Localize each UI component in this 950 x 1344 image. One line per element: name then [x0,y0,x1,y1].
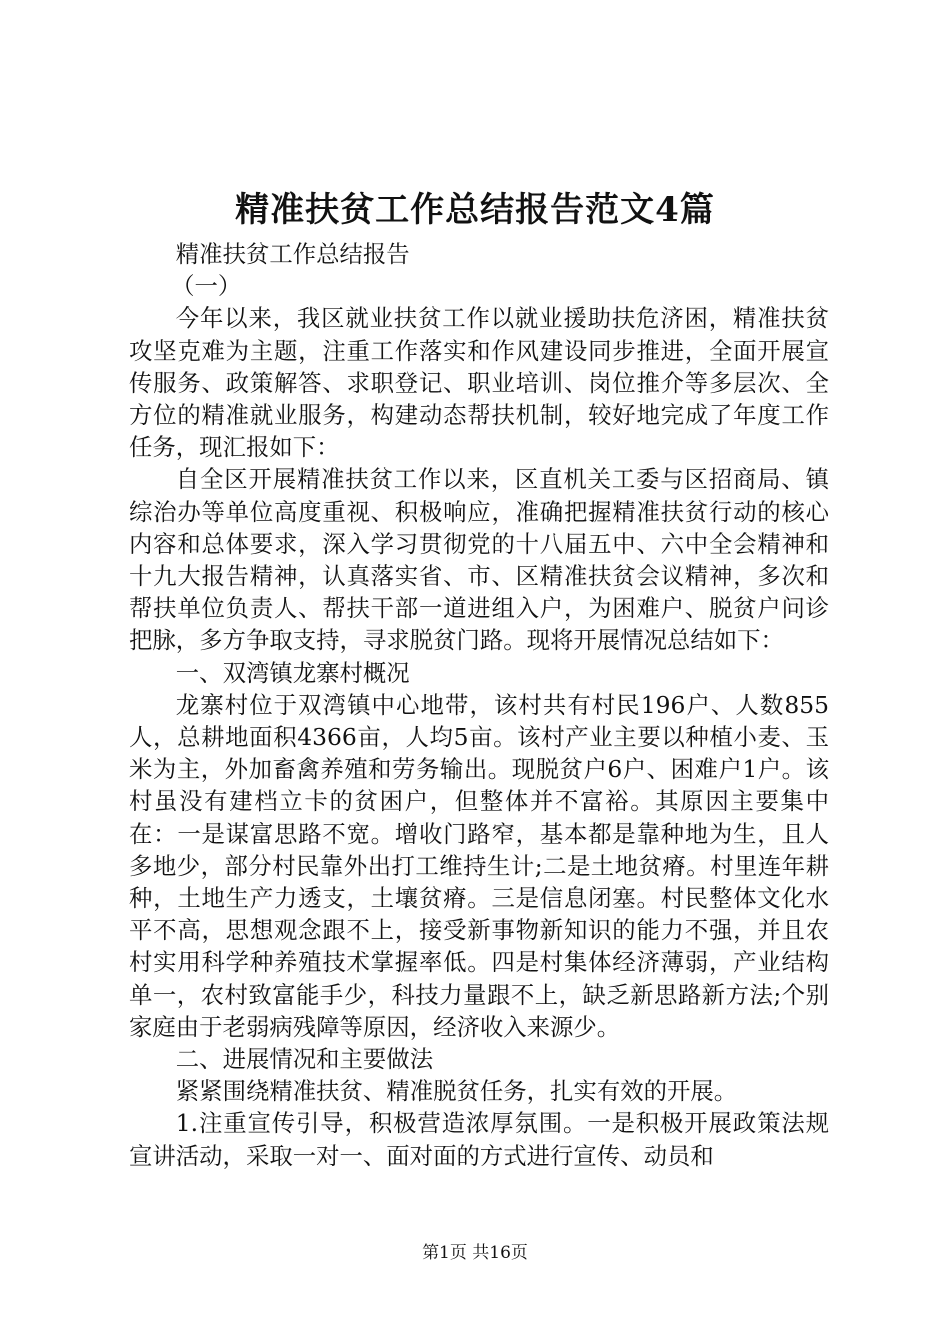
paragraph-overview: 自全区开展精准扶贫工作以来，区直机关工委与区招商局、镇综治办等单位高度重视、积极响应，准确把握精准扶贫行动的核心内容和总体要求，深入学习贯彻党的十八届五中、六中全会精神和十九大报告精神，认真落实省、市、区精准扶贫会议精神，多次和帮扶单位负责人、帮扶干部一道进组入户，为困难户、脱贫户问诊把脉，多方争取支持，寻求脱贫门路。现将开展情况总结如下： [129,465,829,655]
page-footer: 第1页 共16页 [422,1243,528,1263]
paragraph-publicity: 1.注重宣传引导，积极营造浓厚氛围。一是积极开展政策法规宣讲活动，采取一对一、面对面的方式进行宣传、动员和 [129,1109,829,1170]
section-heading-progress: 二、进展情况和主要做法 [175,1045,434,1074]
paragraph-intro: 今年以来，我区就业扶贫工作以就业援助扶危济困，精准扶贫攻坚克难为主题，注重工作落实和作风建设同步推进，全面开展宣传服务、政策解答、求职登记、职业培训、岗位推介等多层次、全方位的精准就业服务，构建动态帮扶机制，较好地完成了年度工作任务，现汇报如下： [129,304,829,462]
section-heading-village: 一、双湾镇龙寨村概况 [175,658,410,687]
paragraph-focus: 紧紧围绕精准扶贫、精准脱贫任务，扎实有效的开展。 [175,1077,738,1106]
section-marker: （一） [171,272,242,301]
report-subtitle: 精准扶贫工作总结报告 [175,240,410,268]
document-title: 精准扶贫工作总结报告范文4篇 [235,190,715,230]
document-body [129,238,829,1172]
paragraph-village: 龙寨村位于双湾镇中心地带，该村共有村民196户、人数855人，总耕地面积4366亩，人均5亩。该村产业主要以种植小麦、玉米为主，外加畜禽养殖和劳务输出。现脱贫户6户、困难户1户。该村虽没有建档立卡的贫困户，但整体并不富裕。其原因主要集中在：一是谋富思路不宽。增收门路窄，基本都是靠种地为生，且人多地少，部分村民靠外出打工维持生计;二是土地贫瘠。村里连年耕种，土地生产力透支，土壤贫瘠。三是信息闭塞。村民整体文化水平不高，思想观念跟不上，接受新事物新知识的能力不强，并且农村实用科学种养殖技术掌握率低。四是村集体经济薄弱，产业结构单一，农村致富能手少，科技力量跟不上，缺乏新思路新方法;个别家庭由于老弱病残障等原因，经济收入来源少。 [129,690,829,1041]
